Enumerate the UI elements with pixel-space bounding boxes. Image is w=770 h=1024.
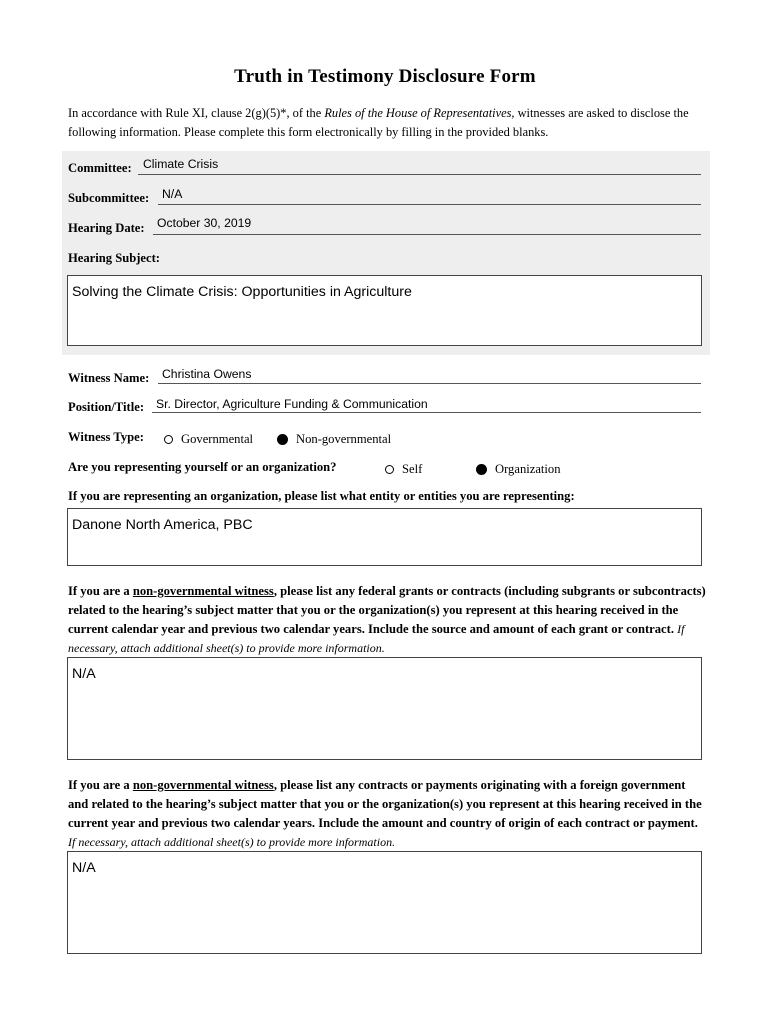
governmental-label: Governmental (181, 432, 254, 446)
committee-label: Committee: (68, 161, 132, 175)
organization-value: Danone North America, PBC (72, 517, 253, 533)
intro-text-1: In accordance with Rule XI, clause 2(g)(5)*, of the (68, 106, 325, 120)
witness-name-label: Witness Name: (68, 371, 150, 385)
subcommittee-label: Subcommittee: (68, 191, 150, 205)
grants-question (68, 582, 708, 658)
intro-text-2: , witnesses are asked to disclose the following information. Please complete this form electronically by filling in the provided blanks. (68, 106, 689, 139)
representing-organization-option[interactable] (476, 460, 561, 478)
subcommittee-field-line (158, 204, 701, 205)
foreign-payments-question (68, 776, 708, 852)
foreign-payments-field[interactable] (67, 851, 702, 954)
subcommittee-field[interactable]: N/A (162, 187, 183, 201)
organization-field[interactable] (67, 508, 702, 566)
hearing-subject-field[interactable] (67, 275, 702, 346)
hearing-subject-value: Solving the Climate Crisis: Opportunities in Agriculture (72, 284, 412, 300)
grants-question-text: , please list any federal grants or contracts (including subgrants or subcontracts) related to the hearing’s subject matter that you or the organization(s) you represent at this hearing received in the current calendar year and previous two calendar years. Include the source and amount of each grant or contract. (68, 584, 706, 636)
witness-type-nongovernmental-option[interactable] (277, 430, 391, 448)
radio-unselected-icon[interactable] (385, 465, 394, 474)
grants-question-underlined: non-governmental witness (132, 584, 274, 598)
radio-selected-icon[interactable] (277, 434, 288, 445)
witness-name-field[interactable]: Christina Owens (162, 367, 252, 381)
representing-self-option[interactable] (385, 460, 422, 478)
hearing-date-label: Hearing Date: (68, 221, 145, 235)
grants-field[interactable] (67, 657, 702, 760)
organization-label: Organization (495, 462, 561, 476)
hearing-subject-label: Hearing Subject: (68, 251, 160, 265)
witness-name-field-line (158, 383, 701, 384)
committee-field-line (138, 174, 701, 175)
radio-selected-icon[interactable] (476, 464, 487, 475)
hearing-date-field[interactable]: October 30, 2019 (157, 216, 252, 230)
self-label: Self (402, 462, 423, 476)
grants-question-note: If necessary, attach additional sheet(s) to provide more information. (68, 622, 685, 655)
nongovernmental-label: Non-governmental (296, 432, 392, 446)
foreign-question-underlined: non-governmental witness (132, 778, 274, 792)
foreign-payments-value: N/A (72, 860, 96, 876)
grants-question-prefix: If you are a (68, 584, 133, 598)
organization-question: If you are representing an organization, please list what entity or entities you are representing: (68, 489, 575, 503)
position-title-field[interactable]: Sr. Director, Agriculture Funding & Communication (156, 397, 428, 411)
foreign-question-text: , please list any contracts or payments originating with a foreign government and related to the hearing’s subject matter that you or the organization(s) you represent at this hearing received in the current year and previous two calendar years. Include the amount and country of origin of each contract or payment. (68, 778, 702, 830)
foreign-question-prefix: If you are a (68, 778, 133, 792)
hearing-date-field-line (153, 234, 701, 235)
committee-field[interactable]: Climate Crisis (143, 157, 219, 171)
position-title-field-line (152, 412, 701, 413)
intro-paragraph (68, 104, 708, 142)
grants-value: N/A (72, 666, 96, 682)
witness-type-label: Witness Type: (68, 430, 144, 444)
form-title: Truth in Testimony Disclosure Form (234, 66, 536, 87)
intro-rules-title: Rules of the House of Representatives (324, 106, 512, 120)
position-title-label: Position/Title: (68, 400, 145, 414)
representing-label: Are you representing yourself or an organization? (68, 460, 337, 474)
witness-type-governmental-option[interactable] (164, 430, 253, 448)
radio-unselected-icon[interactable] (164, 435, 173, 444)
foreign-question-note: If necessary, attach additional sheet(s) to provide more information. (68, 835, 396, 849)
